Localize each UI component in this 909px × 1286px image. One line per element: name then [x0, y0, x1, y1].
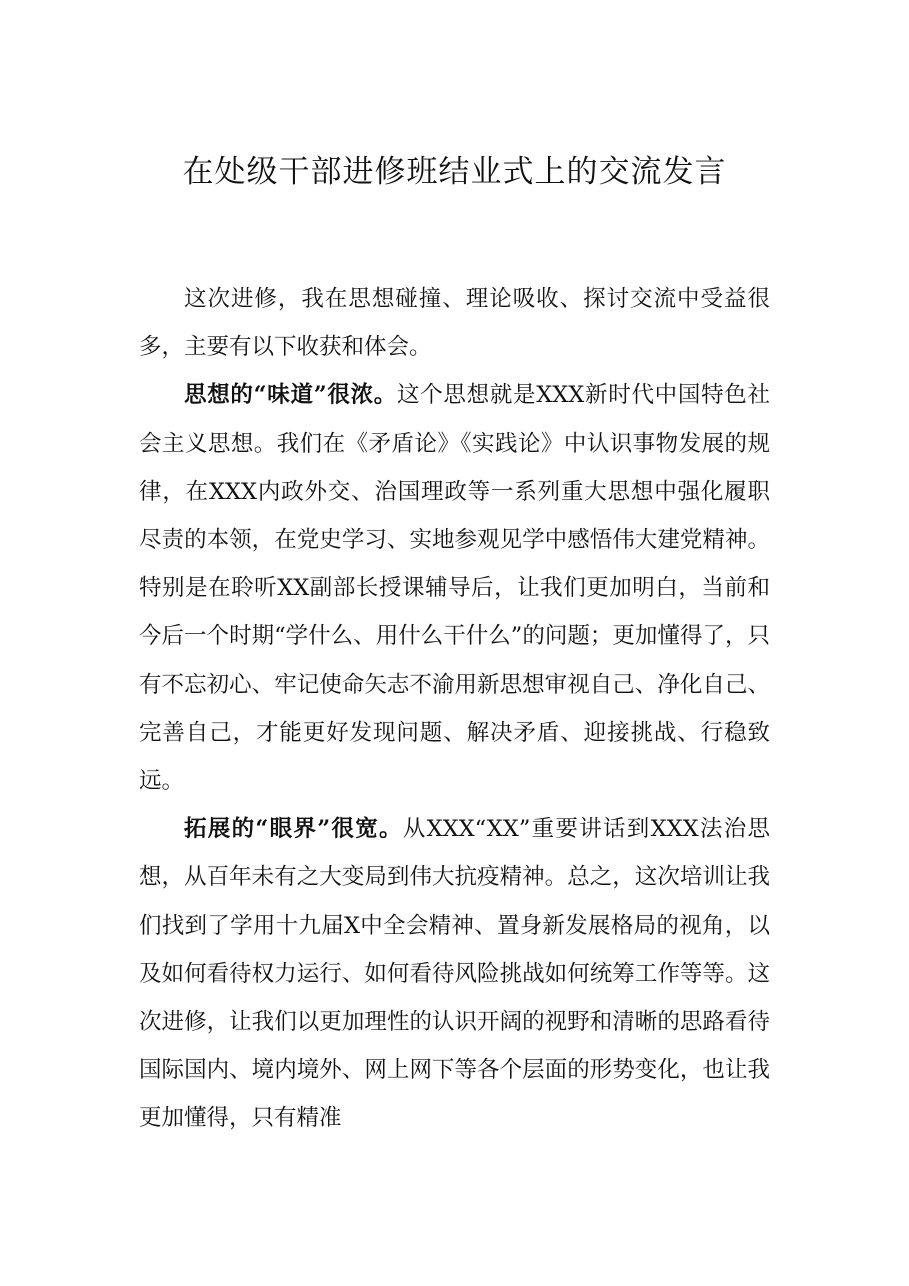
paragraph-text: 这个思想就是XXX新时代中国特色社会主义思想。我们在《矛盾论》《实践论》中认识事物发展的规律，在XXX内政外交、治国理政等一系列重大思想中强化履职尽责的本领，在党史学习、实地参观见学中感悟伟大建党精神。特别是在聆听XX副部长授课辅导后，让我们更加明白，当前和今后一个时期“学什么、用什么干什么”的问题；更加懂得了，只有不忘初心、牢记使命矢志不渝用新思想审视自己、净化自己、完善自己，才能更好发现问题、解决矛盾、迎接挑战、行稳致远。: [139, 382, 770, 795]
paragraph-text: 从XXX“XX”重要讲话到XXX法治思想，从百年未有之大变局到伟大抗疫精神。总之，这次培训让我们找到了学用十九届X中全会精神、置身新发展格局的视角，以及如何看待权力运行、如何看待风险挑战如何统筹工作等等。这次进修，让我们以更加理性的认识开阔的视野和清晰的思路看待国际国内、境内境外、网上网下等各个层面的形势变化，也让我更加懂得，只有精准: [139, 816, 771, 1132]
paragraph-heading: 思想的“味道”很浓。: [184, 382, 397, 409]
paragraph-thought: [139, 371, 770, 805]
paragraph-intro: [139, 275, 770, 371]
document-body: [139, 275, 770, 1143]
paragraph-text: 这次进修，我在思想碰撞、理论吸收、探讨交流中受益很多，主要有以下收获和体会。: [139, 286, 770, 361]
document-title: 在处级干部进修班结业式上的交流发言: [182, 154, 727, 190]
paragraph-vision: [139, 805, 770, 1142]
paragraph-heading: 拓展的“眼界”很宽。: [184, 816, 403, 843]
